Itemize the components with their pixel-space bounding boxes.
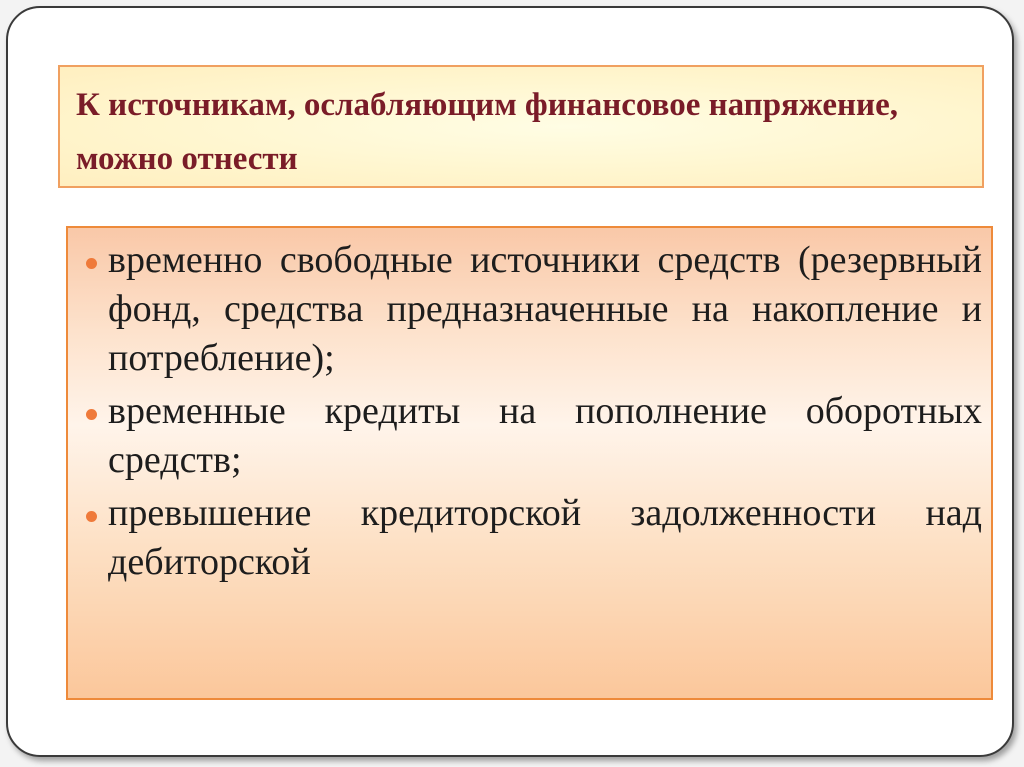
bullet-text: временно свободные источники средств (резервный фонд, средства предназначенные на накопление и потребление); <box>108 239 982 379</box>
slide-title: К источникам, ослабляющим финансовое напряжение, можно отнести <box>76 87 898 177</box>
bullet-dot-icon <box>86 511 97 522</box>
slide-frame <box>6 6 1014 757</box>
title-box <box>58 65 984 188</box>
bullet-list <box>84 236 982 591</box>
list-item <box>84 236 982 383</box>
list-item <box>84 489 982 587</box>
list-item <box>84 387 982 485</box>
content-box <box>66 226 993 700</box>
bullet-text: превышение кредиторской задолженности над дебиторской <box>108 492 982 583</box>
bullet-dot-icon <box>86 258 97 269</box>
bullet-text: временные кредиты на пополнение оборотных средств; <box>108 390 982 481</box>
bullet-dot-icon <box>86 409 97 420</box>
